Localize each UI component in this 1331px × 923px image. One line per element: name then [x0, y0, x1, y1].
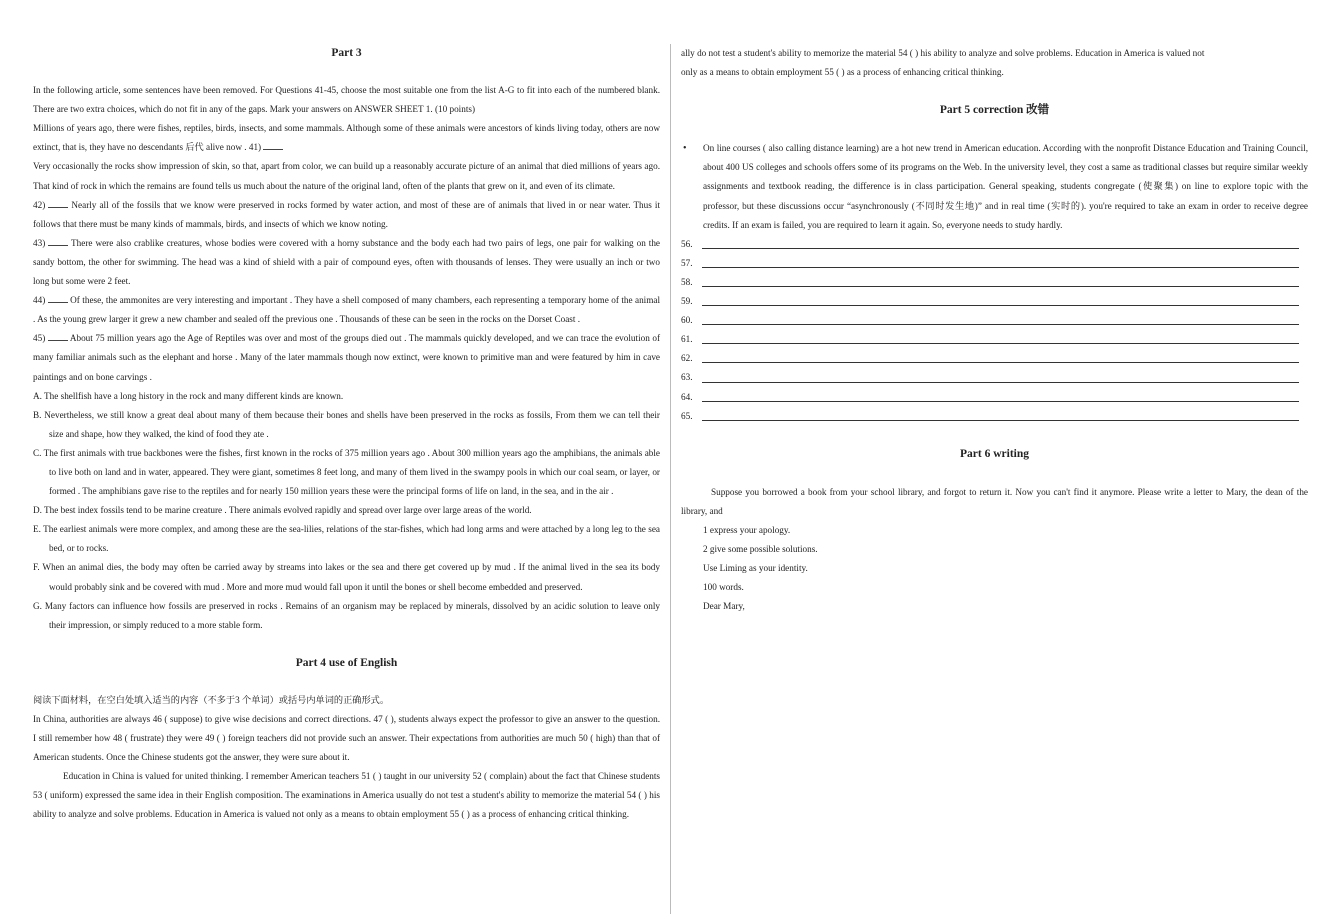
line-number: 56.: [681, 238, 693, 249]
answer-line: [702, 286, 1299, 287]
line-number: 62.: [681, 353, 693, 364]
correction-line[interactable]: [681, 407, 1308, 426]
question-text: About 75 million years ago the Age of Reptiles was over and most of the groups died out . The mammals quickly developed, and we can trace the evolution of many familiar animals such as the elephant and horse . Many of the later mammals though now extinct, were known to primitive man and were featured by him in cave paintings and on bone carvings .: [33, 333, 661, 382]
part3-instructions: In the following article, some sentences have been removed. For Questions 41-45, choose the most suitable one from the list A-G to fit into each of the numbered blank. There are two extra choices, which do not fit in any of the gaps. Mark your answers on ANSWER SHEET 1. (10 points): [33, 85, 660, 115]
correction-line[interactable]: [681, 311, 1308, 330]
part6-writing: [681, 483, 1308, 617]
correction-line[interactable]: [681, 349, 1308, 368]
left-column: [33, 0, 660, 825]
column-divider: [670, 44, 671, 914]
question-text: Nearly all of the fossils that we know were preserved in rocks formed by water action, and most of these are of animals that lived in or near water. Thus it follows that there must be many kinds of mammals, birds, and insects of which we know noting.: [33, 199, 660, 229]
correction-line[interactable]: [681, 330, 1308, 349]
line-number: 64.: [681, 391, 693, 402]
question-number: 42): [33, 199, 46, 210]
question-text: Of these, the ammonites are very interesting and important . They have a shell composed of many chambers, each representing a temporary home of the animal . As the young grew larger it grew a new chamber and sealed off the previous one . Thousands of these can be seen in the rocks on the Dorset Coast .: [33, 295, 661, 325]
option-e: E. The earliest animals were more complex, and among these are the sea-lilies, relations of the star-fishes, which had long arms and were attached by a long leg to the sea bed, or to rocks.: [33, 524, 660, 554]
part3-para2: Very occasionally the rocks show impression of skin, so that, apart from color, we can build up a reasonably accurate picture of an animal that died millions of years ago. That kind of rock in which the remains are found tells us much about the nature of the original land, often of the plants that grew on it, and even of its climate.: [33, 161, 660, 191]
line-number: 63.: [681, 372, 693, 383]
part3-title: Part 3: [331, 47, 362, 59]
writing-item: Use Liming as your identity.: [703, 563, 808, 574]
answer-line: [702, 420, 1299, 421]
answer-blank: [48, 198, 68, 208]
part4-instructions: 阅读下面材料，在空白处填入适当的内容（不多于3 个单词）或括号内单词的正确形式。: [33, 694, 390, 705]
part5-text: On line courses ( also calling distance learning) are a hot new trend in American education. According with the nonprofit Distance Education and Training Council, about 400 US colleges and schools offers some of its programs on the Web. In the university level, they cost a same as traditional classes but require similar weekly assignments and textbook reading, the difference is in class participation. General speaking, students congregate (使聚集) on line to explore topic with the professor, but these discussions occur “asynchronously (不同时发生地)” and in real time (实时的). you're required to take an exam in order to receive degree credits. If an exam is failed, you are required to learn it again. So, everyone needs to study hardly.: [703, 143, 1308, 230]
line-number: 58.: [681, 276, 693, 287]
writing-item: 1 express your apology.: [703, 524, 791, 535]
question-42: [33, 196, 660, 234]
line-number: 59.: [681, 296, 693, 307]
part4-continued-line2: only as a means to obtain employment 55 ( ) as a process of enhancing critical thinking.: [681, 67, 1004, 78]
correction-lines: [681, 235, 1308, 426]
answer-line: [702, 362, 1299, 363]
option-b: B. Nevertheless, we still know a great deal about many of them because their bones and shells have been preserved in the rocks as fossils, From them we can tell their size and shape, how they walked, the kind of food they ate .: [33, 409, 660, 439]
line-number: 60.: [681, 315, 693, 326]
question-number: 43): [33, 237, 46, 248]
option-a: A. The shellfish have a long history in the rock and many different kinds are known.: [33, 390, 344, 401]
option-f: F. When an animal dies, the body may often be carried away by streams into lakes or the sea and there get covered up by mud . If the animal lived in the sea its body would probably sink and be covered with mud . More and more mud would fall upon it until the bones or shell become embedded and preserved.: [33, 562, 660, 592]
part4-continued-line1: ally do not test a student's ability to memorize the material 54 ( ) his ability to analyze and solve problems. Education in America is valued not: [681, 48, 1205, 58]
part5-passage: [681, 139, 1308, 234]
right-column: [681, 0, 1308, 616]
question-44: [33, 291, 660, 329]
answer-line: [702, 324, 1299, 325]
correction-line[interactable]: [681, 254, 1308, 273]
question-43: [33, 234, 660, 291]
question-45: [33, 329, 660, 386]
letter-salutation: Dear Mary,: [703, 601, 745, 612]
answer-blank: [48, 293, 68, 303]
answer-line: [702, 305, 1299, 306]
part5-title: Part 5 correction 改错: [939, 104, 1050, 117]
writing-item: 100 words.: [703, 582, 744, 593]
part4-para1: In China, authorities are always 46 ( suppose) to give wise decisions and correct directions. 47 ( ), students always expect the professor to give an answer to the question. I still remember how 48 ( frustrate) they were 49 ( ) foreign teachers did not provide such an answer. Their expectations from authorities are much 50 ( high) than that of American students. Once the Chinese students got the answer, they were sure about it.: [33, 714, 660, 763]
question-number: 44): [33, 295, 46, 306]
correction-line[interactable]: [681, 292, 1308, 311]
part6-title: Part 6 writing: [960, 447, 1029, 460]
answer-line: [702, 382, 1299, 383]
correction-line[interactable]: [681, 368, 1308, 387]
answer-line: [702, 343, 1299, 344]
answer-line: [702, 401, 1299, 402]
answer-line: [702, 267, 1299, 268]
part3-para1-text: Millions of years ago, there were fishes, reptiles, birds, insects, and some mammals. Although some of these animals were ancestors of kinds living today, others are now extinct, that is, they have no descendants 后代 alive now . 41): [33, 123, 660, 153]
question-text: There were also crablike creatures, whose bodies were covered with a horny substance and the body each had two pairs of legs, one pair for walking on the sandy bottom, the other for swimming. The head was a kind of shield with a pair of compound eyes, often with thousands of lenses. They were usually an inch or two long but some were 2 feet.: [33, 237, 660, 287]
correction-line[interactable]: [681, 235, 1308, 254]
line-number: 61.: [681, 334, 693, 345]
writing-item: 2 give some possible solutions.: [703, 544, 818, 555]
part4-para2: Education in China is valued for united thinking. I remember American teachers 51 ( ) taught in our university 52 ( complain) about the fact that Chinese students 53 ( uniform) expressed the same idea in their English composition. The examinations in America usually do not test a student's ability to memorize the material 54 ( ) his ability to analyze and solve problems. Education in America is valued not only as a means to obtain employment 55 ( ) as a process of enhancing critical thinking.: [33, 771, 660, 820]
line-number: 65.: [681, 410, 693, 421]
correction-line[interactable]: [681, 273, 1308, 292]
line-number: 57.: [681, 257, 693, 268]
part3-para1: [33, 119, 660, 157]
question-number: 45): [33, 333, 46, 344]
correction-line[interactable]: [681, 388, 1308, 407]
option-g: G. Many factors can influence how fossils are preserved in rocks . Remains of an organism may be replaced by minerals, dissolved by an acidic solution to leave only their impression, or simply reduced to a more stable form.: [33, 600, 660, 630]
bullet-icon: •: [683, 143, 687, 155]
answer-blank: [48, 331, 68, 341]
answer-line: [702, 248, 1299, 249]
option-d: D. The best index fossils tend to be marine creature . There animals evolved rapidly and spread over large over large areas of the world.: [33, 505, 532, 516]
answer-blank: [48, 236, 68, 246]
option-c: C. The first animals with true backbones were the fishes, first known in the rocks of 375 million years ago . About 300 million years ago the amphibians, the animals able to live both on land and in water, appeared. They were giant, sometimes 8 feet long, and many of them lived in the swampy pools in which our coal seam, or layer, or formed . The amphibians gave rise to the reptiles and for nearly 150 million years these were the principal forms of life on land, in the sea, and in the air .: [33, 447, 660, 497]
part6-prompt: Suppose you borrowed a book from your school library, and forgot to return it. Now you can't find it anymore. Please write a letter to Mary, the dean of the library, and: [681, 486, 1308, 516]
answer-blank: [263, 140, 283, 150]
part4-title: Part 4 use of English: [295, 656, 398, 669]
